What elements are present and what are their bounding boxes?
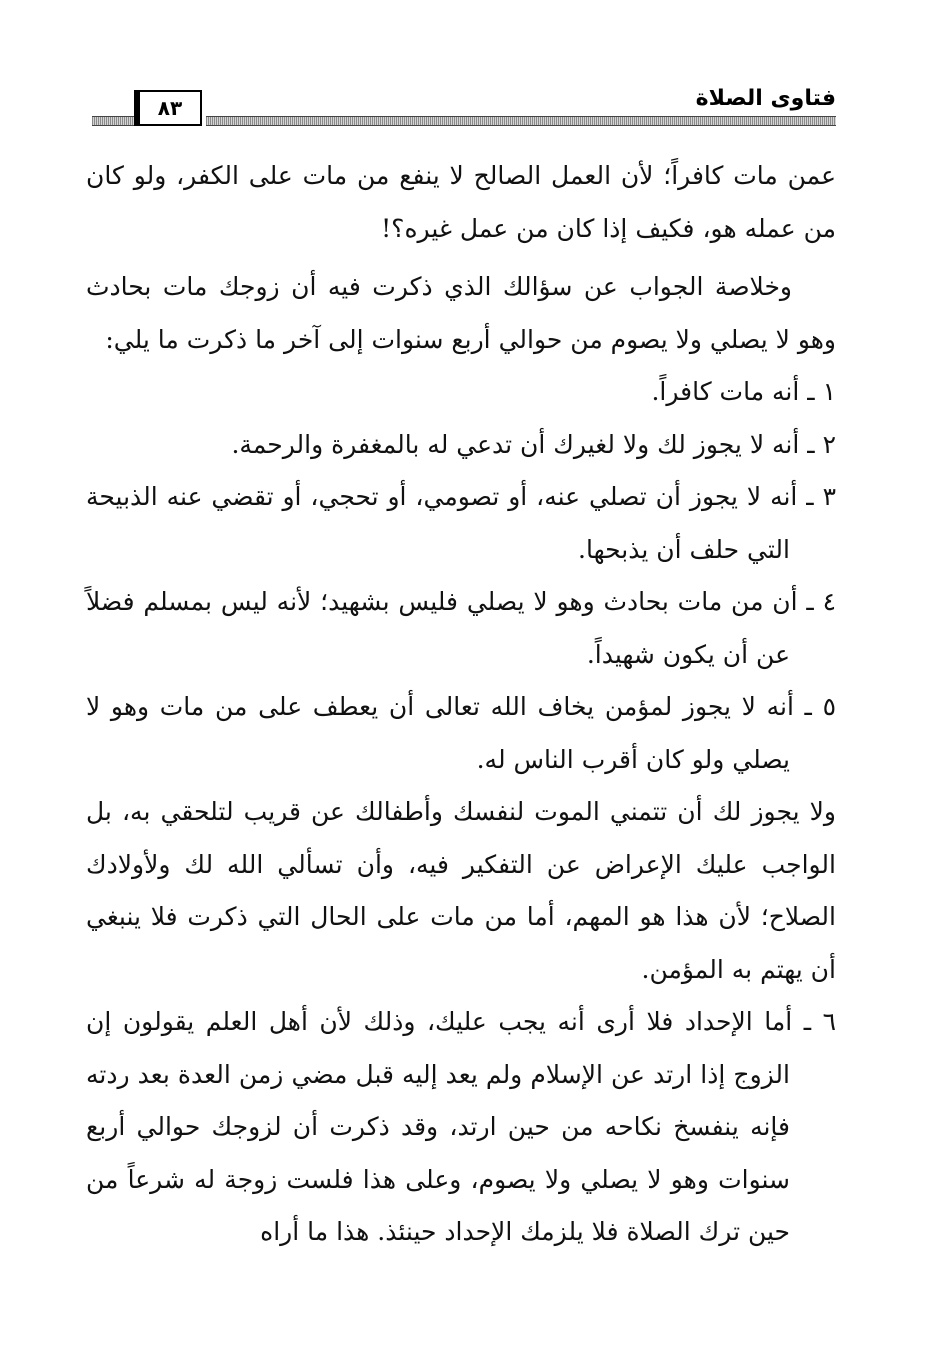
- page-number: ٨٣: [134, 90, 202, 126]
- list-item: ٥ ـ أنه لا يجوز لمؤمن يخاف الله تعالى أن يعطف على من مات وهو لا يصلي ولو كان أقرب الناس له.: [86, 692, 836, 774]
- page-body: [86, 150, 836, 1259]
- summary-paragraph: وخلاصة الجواب عن سؤالك الذي ذكرت فيه أن زوجك مات بحادث وهو لا يصلي ولا يصوم من حوالي أربع سنوات إلى آخر ما ذكرت ما يلي:: [86, 272, 836, 354]
- list-item: ٦ ـ أما الإحداد فلا أرى أنه يجب عليك، وذلك لأن أهل العلم يقولون إن الزوج إذا ارتد عن الإسلام ولم يعد إليه قبل مضي زمن العدة بعد ردته فإنه ينفسخ نكاحه من حين ارتد، وقد ذكرت أن لزوجك حوالي أربع سنوات وهو لا يصلي ولا يصوم، وعلى هذا فلست زوجة له شرعاً من حين ترك الصلاة فلا يلزمك الإحداد حينئذ. هذا ما أراه: [86, 1007, 836, 1246]
- header-rule-right: [206, 116, 836, 126]
- list-item: ١ ـ أنه مات كافراً.: [651, 377, 836, 406]
- list-item: ٤ ـ أن من مات بحادث وهو لا يصلي فليس بشهيد؛ لأنه ليس بمسلم فضلاً عن أن يكون شهيداً.: [86, 587, 836, 669]
- page-header: [92, 84, 836, 128]
- intro-paragraph: عمن مات كافراً؛ لأن العمل الصالح لا ينفع من مات على الكفر، ولو كان من عمله هو، فكيف إذا كان من عمل غيره؟!: [86, 161, 836, 243]
- list-item: ٣ ـ أنه لا يجوز أن تصلي عنه، أو تصومي، أو تحجي، أو تقضي عنه الذبيحة التي حلف أن يذبحها.: [86, 482, 836, 564]
- header-rule-left: [92, 116, 134, 126]
- advice-paragraph: ولا يجوز لك أن تتمني الموت لنفسك وأطفالك عن قريب لتلحقي به، بل الواجب عليك الإعراض عن التفكير فيه، وأن تسألي الله لك ولأولادك الصلاح؛ لأن هذا هو المهم، أما من مات على الحال التي ذكرت فلا ينبغي أن يهتم به المؤمن.: [86, 797, 836, 984]
- list-item: ٢ ـ أنه لا يجوز لك ولا لغيرك أن تدعي له بالمغفرة والرحمة.: [231, 429, 836, 459]
- running-title: فتاوى الصلاة: [695, 86, 836, 111]
